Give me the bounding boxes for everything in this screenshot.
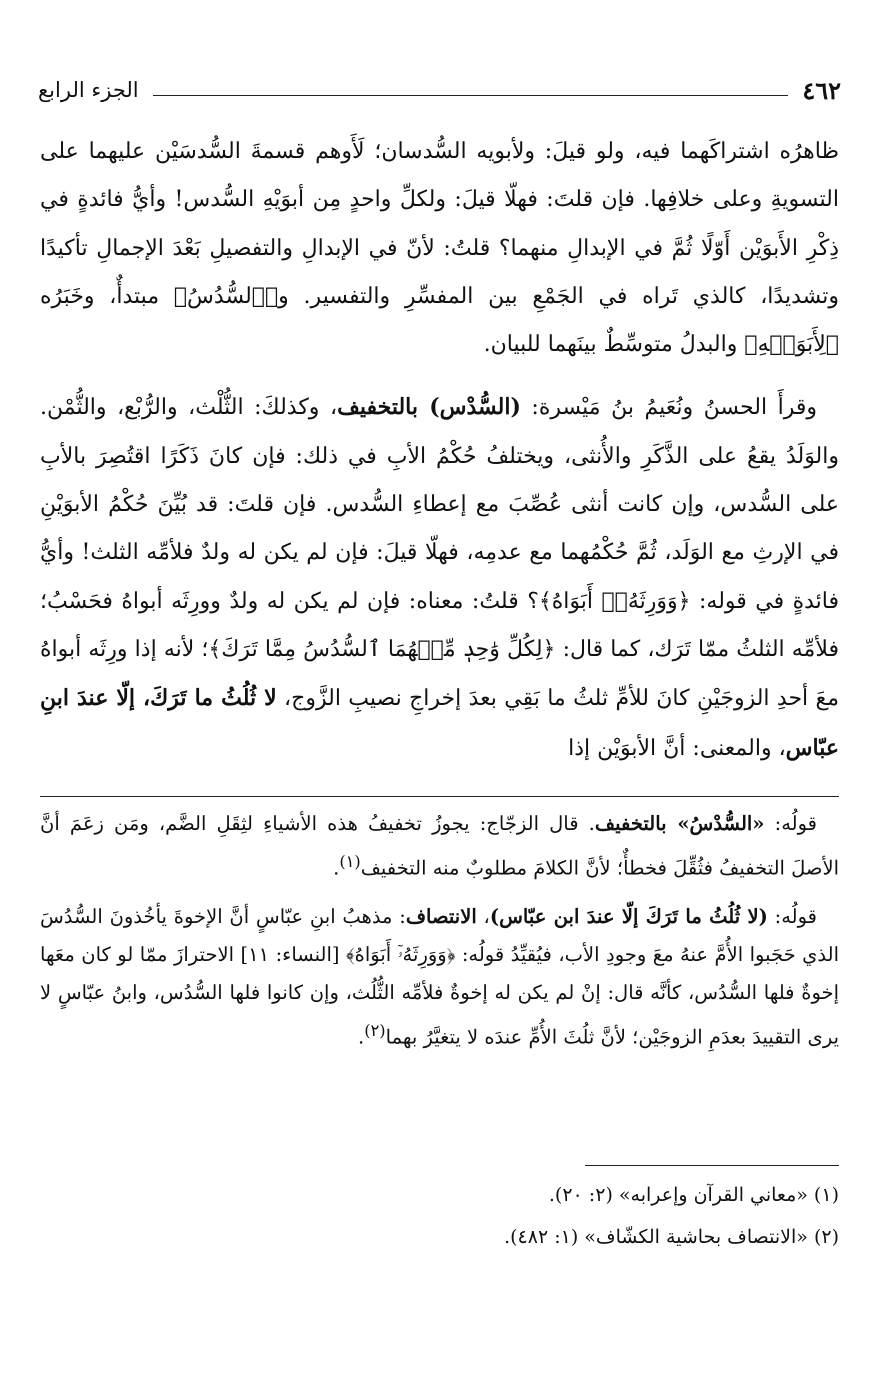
- note-1-text: . قال الزجّاج: يجوزُ تخفيفُ هذه الأشياءِ لثِقَلِ الضَّم، ومَن زعَمَ أنَّ الأصلَ التخفيفُ فثُقِّلَ فخطأٌ؛ لأنَّ الكلامَ مطلوبٌ منه التخفيف: [40, 812, 839, 880]
- paragraph-2-body: ، وكذلكَ: الثُّلْث، والرُّبْع، والثُّمْن. والوَلَدُ يقعُ على الذَّكَرِ والأُنثى، ويختلفُ حُكْمُ الأبِ في ذلك: فإن كانَ ذَكَرًا اقتُصِرَ بالأبِ على السُّدس، وإن كانت أنثى عُصِّبَ مع إعطاءِ السُّدس. فإن قلتَ: قد بُيِّنَ حُكْمُ الأبوَيْنِ في الإرثِ مع الوَلَد، ثُمَّ حُكْمُهما مع عدمِه، فهلّا قيلَ: فإن لم يكن له ولدٌ فلأمِّه الثلث! وأيُّ فائدةٍ في قوله: ﴿وَوَرِثَهُۥٓ أَبَوَاهُ﴾؟ قلتُ: معناه: فإن لم يكن له ولدٌ وورِثَه أبواهُ فحَسْبُ؛ فلأمِّه الثلثُ ممّا تَرَك، كما قال: ﴿لِكُلِّ وَٰحِدٖ مِّنۡهُمَا ٱلسُّدُسُ مِمَّا تَرَكَ﴾؛ لأنه إذا ورِثَه أبواهُ معَ أحدِ الزوجَيْنِ كانَ للأمِّ ثلثُ ما بَقِي بعدَ إخراجِ نصيبِ الزَّوج،: [40, 395, 840, 712]
- main-text: [40, 128, 839, 773]
- footnote-1: (١) «معاني القرآن وإعرابه» (٢: ٢٠).: [548, 1184, 839, 1206]
- note-2-stop: .: [358, 1025, 365, 1048]
- note-1-intro: قولُه:: [764, 812, 817, 835]
- footnote-separator: [585, 1165, 839, 1166]
- commentary-separator: [40, 796, 839, 797]
- footnote-ref-1: (١): [339, 852, 361, 871]
- paragraph-2-bold-reading: (السُّدْس) بالتخفيف: [337, 394, 521, 421]
- paragraph-2-bold-phrase: لا ثُلُثُ ما تَرَكَ، إلّا عندَ ابنِ عبّاس: [40, 685, 839, 761]
- note-2-intro: قولُه:: [767, 904, 818, 928]
- note-2-bold-source: الانتصاف: [405, 904, 477, 928]
- footnote-2: (٢) «الانتصاف بحاشية الكشّاف» (١: ٤٨٢).: [504, 1226, 839, 1248]
- note-1-bold: «السُّدْسُ» بالتخفيف: [594, 812, 765, 835]
- header-rule: [153, 95, 789, 96]
- paragraph-2: [40, 383, 839, 772]
- paragraph-2-intro: وقرأَ الحسنُ ونُعَيمُ بنُ مَيْسرة:: [520, 395, 818, 421]
- note-2-bold-quote: (لا ثُلُثُ ما تَرَكَ إلّا عندَ ابن عبّاس): [489, 904, 768, 928]
- footnote-ref-2: (٢): [364, 1020, 386, 1040]
- note-1-stop: .: [333, 856, 340, 880]
- note-2-text: : مذهبُ ابنِ عبّاسٍ أنَّ الإخوةَ يأخُذونَ السُّدُسَ الذي حَجَبوا الأُمَّ عنهُ معَ وجودِ الأب، فيُقيِّدُ قولُه: ﴿وَوَرِثَهُۥٓ أَبَوَاهُ﴾ [النساء: ١١] الاحترازَ ممّا لو كان معَها إخوةٌ فلها السُّدُس، كأنَّه قال: إنْ لم يكن له إخوةٌ فلأمِّه الثُّلُث، وإن كانوا فلها السُّدُس، وابنُ عبّاسٍ لا يرى التقييدَ بعدَمِ الزوجَيْن؛ لأنَّ ثلُثَ الأُمِّ عندَه لا يتغيَّرُ بهما: [40, 904, 839, 1048]
- footnotes: [40, 1174, 839, 1258]
- commentary: [40, 805, 839, 1056]
- commentary-note-1: [40, 805, 839, 888]
- page-header: [38, 72, 841, 108]
- running-title: الجزء الرابع: [38, 78, 139, 102]
- commentary-note-2: [40, 898, 839, 1057]
- note-2-sep: ،: [476, 904, 490, 928]
- page-number: ٤٦٢: [802, 75, 841, 105]
- paragraph-2-end: ، والمعنى: أنَّ الأبوَيْن إذا: [568, 735, 786, 761]
- paragraph-1: ظاهرُه اشتراكَهما فيه، ولو قيلَ: ولأبويه السُّدسان؛ لَأَوهم قسمةَ السُّدسَيْن عليهما على التسويةِ وعلى خلافِها. فإن قلتَ: فهلّا قيلَ: ولكلِّ واحدٍ مِن أبوَيْهِ السُّدس! وأيُّ فائدةٍ في ذِكْرِ الأَبوَيْن أَوّلًا ثُمَّ في الإبدالِ منهما؟ قلتُ: لأنّ في الإبدالِ والتفصيلِ بَعْدَ الإجمالِ تأكيدًا وتشديدًا، كالذي تَراه في الجَمْعِ بين المفسِّرِ والتفسير. و﴿ٱلسُّدُسُ﴾ مبتدأٌ، وخَبَرُه ﴿لِأَبَوَيۡهِ﴾ والبدلُ متوسِّطٌ بينَهما للبيان.: [40, 139, 839, 358]
